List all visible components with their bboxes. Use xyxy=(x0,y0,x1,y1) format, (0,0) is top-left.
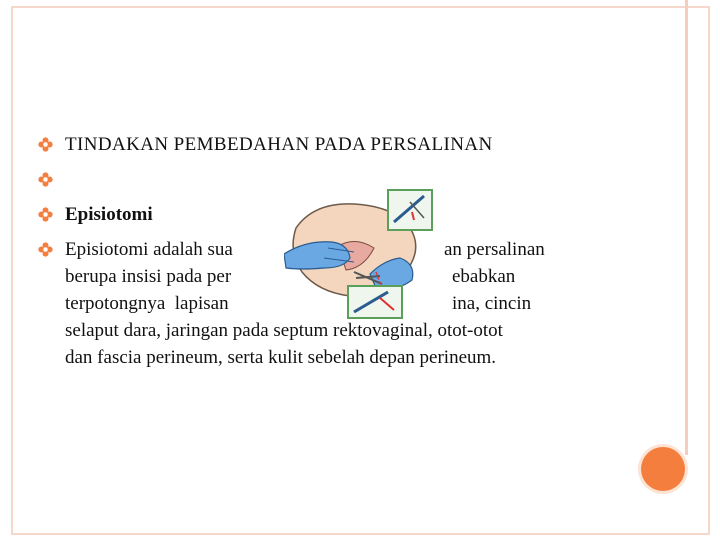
episiotomy-illustration xyxy=(284,188,444,320)
decorative-rail xyxy=(685,0,688,455)
flower-bullet-icon xyxy=(38,242,53,257)
subheading: Episiotomi xyxy=(65,204,153,225)
flower-bullet-icon xyxy=(38,137,53,152)
paragraph-line-2b: ebabkan xyxy=(452,266,516,287)
decorative-circle xyxy=(641,447,685,491)
paragraph-line-2a: berupa insisi pada per xyxy=(65,266,232,287)
flower-bullet-icon xyxy=(38,172,53,187)
paragraph-line-1a: Episiotomi adalah sua xyxy=(65,239,233,260)
flower-bullet-icon xyxy=(38,207,53,222)
paragraph-line-3b: ina, cincin xyxy=(452,293,532,314)
paragraph-line-4: selaput dara, jaringan pada septum rektovaginal, otot-otot xyxy=(65,320,503,341)
paragraph-line-1b: an persalinan xyxy=(444,239,545,260)
slide-heading: TINDAKAN PEMBEDAHAN PADA PERSALINAN xyxy=(65,134,493,155)
paragraph-line-5: dan fascia perineum, serta kulit sebelah depan perineum. xyxy=(65,347,497,368)
paragraph-line-3a: terpotongnya lapisan xyxy=(65,293,229,314)
